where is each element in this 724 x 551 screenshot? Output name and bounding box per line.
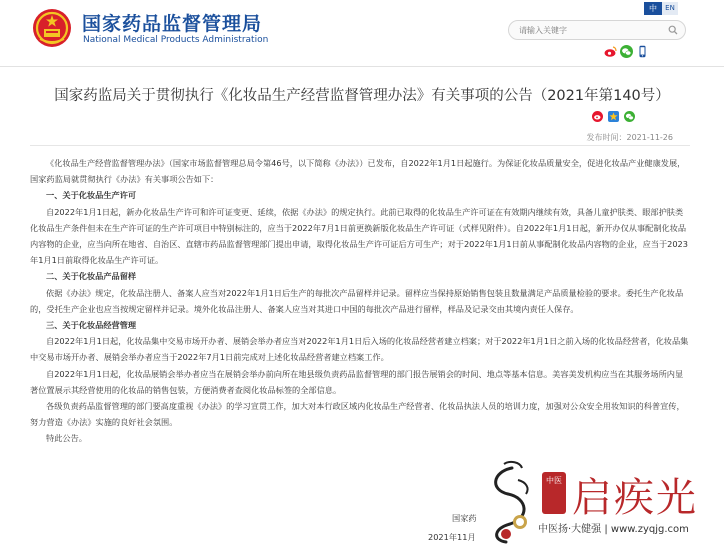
- language-switch: [644, 2, 678, 15]
- wechat-icon[interactable]: [620, 45, 633, 58]
- watermark-calligraphy-logo-icon: [482, 460, 542, 546]
- article-body: [30, 155, 690, 447]
- social-links: [604, 45, 649, 58]
- closing-statement: 特此公告。: [46, 433, 87, 444]
- section-paragraph-2: 依据《办法》规定，化妆品注册人、备案人应当对2022年1月1日后生产的每批次产品留样并记录。留样应当保持原始销售包装且数量满足产品质量检验的要求。委托生产化妆品的，受托生产企业也应当按规定留样并记录。境外化妆品注册人、备案人应当对其进口中国的每批次产品进行留样，样品及记录交由其境内责任人保存。: [30, 287, 684, 314]
- intro-paragraph: 《化妆品生产经营监督管理办法》（国家市场监督管理总局令第46号，以下简称《办法》）已发布，自2022年1月1日起施行。为保证化妆品质量安全，促进化妆品产业健康发展，国家药监局就贯彻执行《办法》有关事项公告如下：: [30, 158, 686, 185]
- article-title: 国家药监局关于贯彻执行《化妆品生产经营监督管理办法》有关事项的公告（2021年第140号）: [54, 88, 670, 104]
- watermark-url: 中医扬·大健强 | www.zyqjg.com: [538, 524, 689, 535]
- site-header: [0, 0, 724, 64]
- site-name-en[interactable]: National Medical Products Administration: [83, 35, 269, 45]
- lang-zh-button[interactable]: 中: [644, 2, 662, 15]
- national-emblem-icon[interactable]: [32, 8, 72, 48]
- article-divider: [30, 145, 690, 146]
- section-paragraph-1: 自2022年1月1日起，新办化妆品生产许可和许可证变更、延续，依据《办法》的规定执行。此前已取得的化妆品生产许可证在有效期内继续有效，具备儿童护肤类、眼部护肤类化妆品生产条件但未在生产许可证的生产许可项目中特别标注的，应当于2022年7月1日前更换新版化妆品生产许可证（式样见附件）。自2022年1月1日起，新开办仅从事配制化妆品内容物的企业，应当向所在地省、自治区、直辖市药品监督管理部门提出申请，取得化妆品生产许可证后方可生产；对于2022年1月1日前从事配制化妆品内容物的企业，应当于2023年1月1日前取得化妆品生产许可证。: [30, 206, 688, 266]
- search-icon[interactable]: [668, 25, 678, 35]
- signature-org: 国家药: [452, 513, 477, 523]
- header-divider: [0, 66, 724, 67]
- section-title-3: 三、关于化妆品经营管理: [46, 320, 137, 331]
- watermark-name: 启疾光: [572, 475, 698, 521]
- section-paragraph-3a: 自2022年1月1日起，化妆品集中交易市场开办者、展销会举办者应当对2022年1月1日后入场的化妆品经营者建立档案；对于2022年1月1日之前入场的化妆品经营者，化妆品集中交易市场开办者、展销会举办者应当于2022年7月1日前完成对上述化妆品经营者建立档案工作。: [30, 336, 689, 363]
- search-input[interactable]: [519, 23, 659, 37]
- section-paragraph-3b: 自2022年1月1日起，化妆品展销会举办者应当在展销会举办前向所在地县级负责药品监督管理的部门报告展销会的时间、地点等基本信息。美容美发机构应当在其服务场所内显著位置展示其经营使用的化妆品的销售包装，方便消费者查阅化妆品标签的全部信息。: [30, 368, 684, 395]
- watermark: [480, 460, 720, 548]
- mobile-icon[interactable]: [636, 45, 649, 58]
- wechat-share-icon[interactable]: [624, 111, 635, 122]
- signature-date: 2021年11月: [428, 532, 476, 542]
- watermark-seal: 中医: [542, 472, 566, 514]
- closing-paragraph: 各级负责药品监督管理的部门要高度重视《办法》的学习宣贯工作，加大对本行政区域内化妆品生产经营者、化妆品执法人员的培训力度，加强对公众安全用妆知识的科普宣传，努力营造《办法》实施的良好社会氛围。: [30, 401, 685, 428]
- weibo-icon[interactable]: [604, 45, 617, 58]
- section-title-2: 二、关于化妆品产品留样: [46, 271, 137, 282]
- section-title-1: 一、关于化妆品生产许可: [46, 190, 137, 201]
- qzone-share-icon[interactable]: [608, 111, 619, 122]
- search-box: [508, 20, 686, 40]
- share-tools: [592, 111, 635, 122]
- publish-date: 发布时间：2021-11-26: [586, 133, 673, 142]
- weibo-share-icon[interactable]: [592, 111, 603, 122]
- site-name-cn[interactable]: 国家药品监督管理局: [82, 13, 263, 35]
- lang-en-button[interactable]: EN: [662, 2, 678, 15]
